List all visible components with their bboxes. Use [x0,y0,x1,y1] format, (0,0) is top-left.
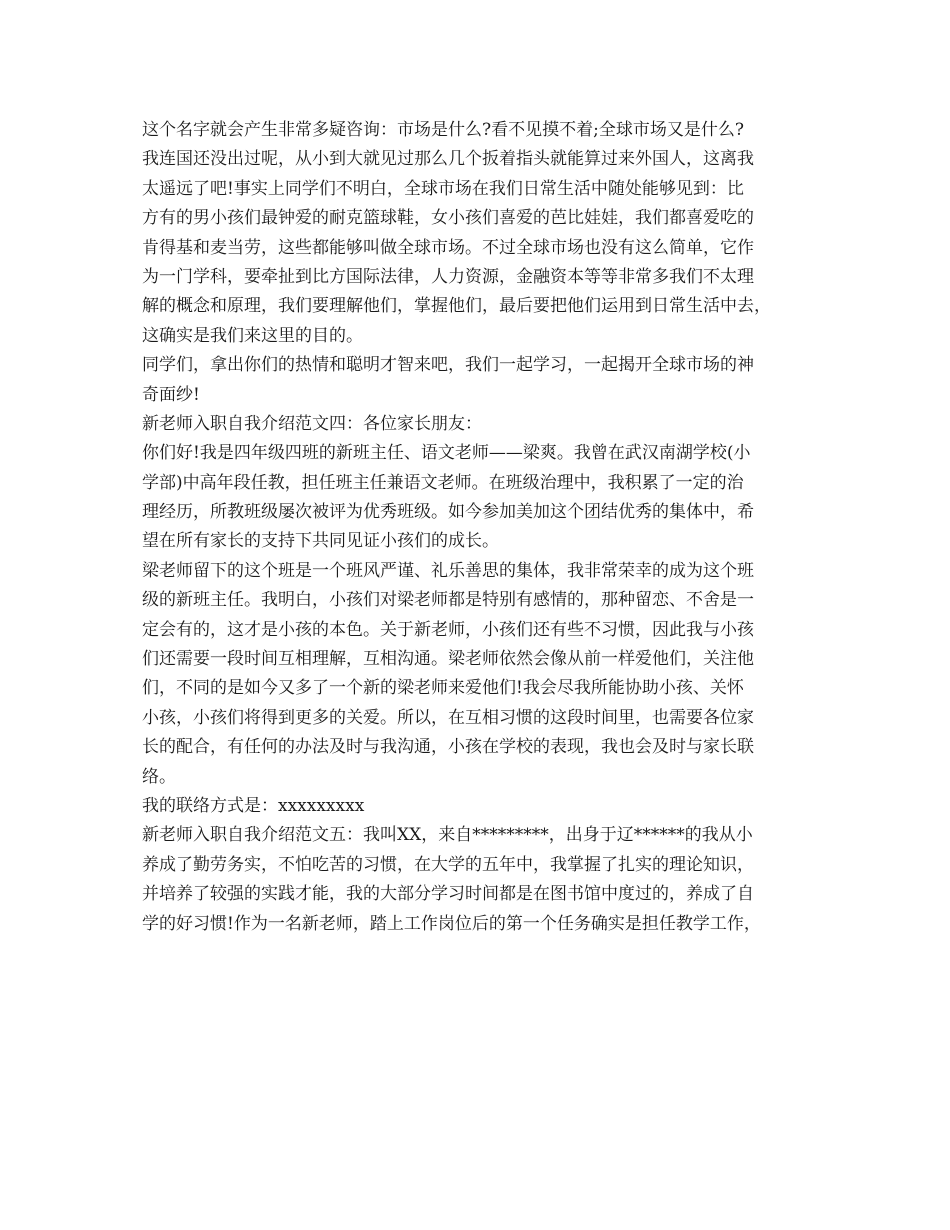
text-line: 我连国还没出过呢，从小到大就见过那么几个扳着指头就能算过来外国人，这离我 [142,149,754,170]
text-line: 级的新班主任。我明白，小孩们对梁老师都是特别有感情的，那种留恋、不舍是一 [142,590,754,611]
text-line: 太遥远了吧!事实上同学们不明白，全球市场在我们日常生活中随处能够见到：比 [142,178,744,199]
section-heading: 新老师入职自我介绍范文四：各位家长朋友： [142,413,482,434]
text-line: 你们好!我是四年级四班的新班主任、语文老师——梁爽。我曾在武汉南湖学校(小 [142,443,751,464]
text-line: 这确实是我们来这里的目的。 [142,325,363,346]
text-line: 这个名字就会产生非常多疑咨询：市场是什么?看不见摸不着;全球市场又是什么? [142,120,744,140]
text-line: 方有的男小孩们最钟爱的耐克篮球鞋，女小孩们喜爱的芭比娃娃，我们都喜爱吃的 [142,208,754,229]
section-heading: 新老师入职自我介绍范文五：我叫XX，来自*********，出身于辽******的我从小 [142,825,753,846]
text-line: 梁老师留下的这个班是一个班风严谨、礼乐善思的集体，我非常荣幸的成为这个班 [142,560,754,581]
text-line: 奇面纱! [142,384,200,405]
text-line: 们，不同的是如今又多了一个新的梁老师来爱他们!我会尽我所能协助小孩、关怀 [142,678,744,699]
text-line: 并培养了较强的实践才能，我的大部分学习时间都是在图书馆中度过的，养成了自 [142,884,754,905]
text-line: 养成了勤劳务实，不怕吃苦的习惯，在大学的五年中，我掌握了扎实的理论知识， [142,854,754,875]
text-line: 同学们，拿出你们的热情和聪明才智来吧，我们一起学习，一起揭开全球市场的神 [142,355,754,376]
text-line: 为一门学科，要牵扯到比方国际法律，人力资源，金融资本等等非常多我们不太理 [142,266,754,287]
text-line: 理经历，所教班级屡次被评为优秀班级。如今参加美加这个团结优秀的集体中，希 [142,502,754,523]
text-line: 解的概念和原理，我们要理解他们，掌握他们，最后要把他们运用到日常生活中去， [142,296,771,317]
text-line: 小孩，小孩们将得到更多的关爱。所以，在互相习惯的这段时间里，也需要各位家 [142,707,754,728]
text-line: 们还需要一段时间互相理解，互相沟通。梁老师依然会像从前一样爱他们，关注他 [142,649,754,670]
text-line: 肯得基和麦当劳，这些都能够叫做全球市场。不过全球市场也没有这么简单，它作 [142,237,754,258]
text-line: 长的配合，有任何的办法及时与我沟通，小孩在学校的表现，我也会及时与家长联 [142,737,754,758]
text-line: 学部)中高年段任教，担任班主任兼语文老师。在班级治理中，我积累了一定的治 [142,472,744,493]
text-line: 络。 [142,766,176,787]
text-line: 定会有的，这才是小孩的本色。关于新老师，小孩们还有些不习惯，因此我与小孩 [142,619,754,640]
document-body [142,116,832,939]
text-line: 学的好习惯!作为一名新老师，踏上工作岗位后的第一个任务确实是担任教学工作， [142,913,761,934]
contact-line: 我的联络方式是：xxxxxxxxx [142,795,365,816]
text-line: 望在所有家长的支持下共同见证小孩们的成长。 [142,531,499,552]
